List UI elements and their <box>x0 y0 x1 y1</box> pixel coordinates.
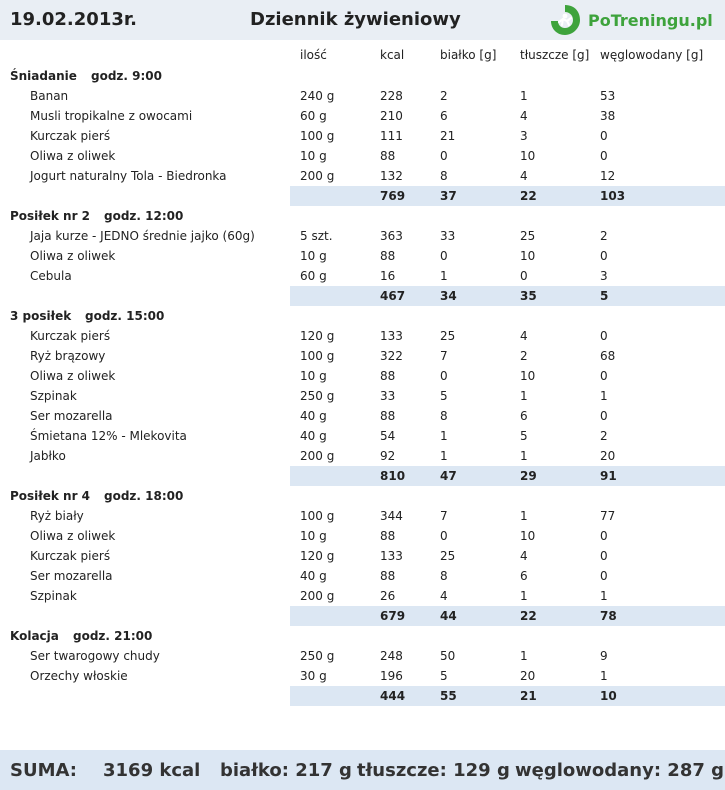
food-carbs: 0 <box>600 149 608 163</box>
meal-total-background <box>290 686 725 706</box>
food-kcal: 88 <box>380 529 396 543</box>
meal-total-row <box>0 186 725 206</box>
food-qty: 120 g <box>300 329 335 343</box>
summary-protein: białko: 217 g <box>220 760 352 781</box>
food-fat: 0 <box>520 269 528 283</box>
food-carbs: 77 <box>600 509 616 523</box>
food-row <box>0 586 725 606</box>
meal-time: godz. 18:00 <box>104 489 184 503</box>
meal-time: godz. 21:00 <box>73 629 153 643</box>
food-kcal: 132 <box>380 169 403 183</box>
food-row <box>0 546 725 566</box>
food-qty: 40 g <box>300 429 327 443</box>
food-kcal: 92 <box>380 449 396 463</box>
food-qty: 5 szt. <box>300 229 333 243</box>
food-fat: 10 <box>520 529 536 543</box>
food-kcal: 210 <box>380 109 403 123</box>
food-row <box>0 266 725 286</box>
food-name: Śmietana 12% - Mlekovita <box>30 429 187 443</box>
food-protein: 33 <box>440 229 456 243</box>
food-protein: 7 <box>440 509 448 523</box>
food-carbs: 1 <box>600 389 608 403</box>
food-row <box>0 326 725 346</box>
food-kcal: 54 <box>380 429 396 443</box>
food-qty: 60 g <box>300 269 327 283</box>
food-kcal: 88 <box>380 409 396 423</box>
food-carbs: 68 <box>600 349 616 363</box>
food-fat: 2 <box>520 349 528 363</box>
meal-header <box>0 306 725 326</box>
meal-total-fat: 29 <box>520 469 537 483</box>
food-row <box>0 86 725 106</box>
food-qty: 10 g <box>300 149 327 163</box>
meal-total-carbs: 5 <box>600 289 609 303</box>
food-row <box>0 346 725 366</box>
column-header-kcal: kcal <box>380 48 405 62</box>
food-qty: 100 g <box>300 509 335 523</box>
page-header <box>0 0 725 40</box>
food-row <box>0 506 725 526</box>
food-name: Jogurt naturalny Tola - Biedronka <box>30 169 227 183</box>
food-name: Oliwa z oliwek <box>30 249 116 263</box>
food-name: Ser twarogowy chudy <box>30 649 160 663</box>
food-row <box>0 106 725 126</box>
food-kcal: 322 <box>380 349 403 363</box>
column-header-qty: ilość <box>300 48 327 62</box>
food-name: Ryż brązowy <box>30 349 106 363</box>
meal-total-kcal: 467 <box>380 289 406 303</box>
runner-logo-icon <box>548 3 582 37</box>
food-qty: 120 g <box>300 549 335 563</box>
food-qty: 100 g <box>300 349 335 363</box>
food-protein: 50 <box>440 649 456 663</box>
food-qty: 200 g <box>300 449 335 463</box>
food-name: Jaja kurze - JEDNO średnie jajko (60g) <box>30 229 255 243</box>
food-carbs: 0 <box>600 129 608 143</box>
meal-total-kcal: 810 <box>380 469 406 483</box>
food-name: Oliwa z oliwek <box>30 369 116 383</box>
page-title: Dziennik żywieniowy <box>250 9 461 30</box>
food-qty: 40 g <box>300 569 327 583</box>
food-protein: 8 <box>440 569 448 583</box>
food-kcal: 228 <box>380 89 403 103</box>
food-fat: 1 <box>520 589 528 603</box>
summary-kcal: 3169 kcal <box>103 760 201 781</box>
food-fat: 1 <box>520 649 528 663</box>
food-name: Szpinak <box>30 589 77 603</box>
meal-total-background <box>290 606 725 626</box>
food-kcal: 363 <box>380 229 403 243</box>
food-qty: 40 g <box>300 409 327 423</box>
column-header-fat: tłuszcze [g] <box>520 48 590 62</box>
food-qty: 250 g <box>300 649 335 663</box>
food-kcal: 16 <box>380 269 396 283</box>
meal-name: Posiłek nr 2 <box>10 209 91 223</box>
meal-total-protein: 47 <box>440 469 457 483</box>
food-qty: 10 g <box>300 249 327 263</box>
food-protein: 25 <box>440 549 456 563</box>
food-fat: 25 <box>520 229 536 243</box>
meal-total-background <box>290 186 725 206</box>
food-fat: 5 <box>520 429 528 443</box>
food-fat: 1 <box>520 389 528 403</box>
food-carbs: 38 <box>600 109 616 123</box>
food-kcal: 88 <box>380 569 396 583</box>
meal-time: godz. 12:00 <box>104 209 184 223</box>
meal-total-row <box>0 466 725 486</box>
food-name: Banan <box>30 89 69 103</box>
food-fat: 3 <box>520 129 528 143</box>
food-qty: 10 g <box>300 529 327 543</box>
food-carbs: 0 <box>600 529 608 543</box>
food-name: Musli tropikalne z owocami <box>30 109 193 123</box>
meal-total-protein: 44 <box>440 609 457 623</box>
food-carbs: 1 <box>600 589 608 603</box>
food-fat: 1 <box>520 509 528 523</box>
food-fat: 4 <box>520 329 528 343</box>
food-qty: 100 g <box>300 129 335 143</box>
food-carbs: 3 <box>600 269 608 283</box>
meal-total-fat: 21 <box>520 689 537 703</box>
food-row <box>0 226 725 246</box>
food-qty: 10 g <box>300 369 327 383</box>
food-name: Kurczak pierś <box>30 129 111 143</box>
food-name: Oliwa z oliwek <box>30 149 116 163</box>
food-carbs: 2 <box>600 229 608 243</box>
meal-total-row <box>0 686 725 706</box>
brand-logo[interactable] <box>548 2 713 38</box>
food-kcal: 33 <box>380 389 396 403</box>
food-protein: 0 <box>440 249 448 263</box>
meal-name: Kolacja <box>10 629 59 643</box>
column-header-carbs: węglowodany [g] <box>600 48 704 62</box>
meal-total-row <box>0 606 725 626</box>
meal-header <box>0 626 725 646</box>
food-fat: 4 <box>520 549 528 563</box>
food-fat: 6 <box>520 409 528 423</box>
food-qty: 200 g <box>300 169 335 183</box>
food-row <box>0 526 725 546</box>
food-carbs: 0 <box>600 329 608 343</box>
column-header-protein: białko [g] <box>440 48 497 62</box>
food-protein: 0 <box>440 529 448 543</box>
food-carbs: 2 <box>600 429 608 443</box>
food-name: Ser mozarella <box>30 569 113 583</box>
food-protein: 1 <box>440 269 448 283</box>
food-protein: 1 <box>440 429 448 443</box>
food-row <box>0 166 725 186</box>
meal-total-kcal: 679 <box>380 609 406 623</box>
food-kcal: 88 <box>380 149 396 163</box>
food-carbs: 0 <box>600 569 608 583</box>
food-name: Jabłko <box>30 449 66 463</box>
food-protein: 5 <box>440 389 448 403</box>
meal-total-fat: 35 <box>520 289 537 303</box>
food-carbs: 0 <box>600 409 608 423</box>
meal-total-row <box>0 286 725 306</box>
meal-total-carbs: 78 <box>600 609 617 623</box>
food-kcal: 111 <box>380 129 403 143</box>
food-carbs: 9 <box>600 649 608 663</box>
daily-summary <box>0 750 725 790</box>
food-carbs: 0 <box>600 549 608 563</box>
food-fat: 1 <box>520 449 528 463</box>
food-protein: 8 <box>440 409 448 423</box>
food-carbs: 1 <box>600 669 608 683</box>
food-name: Ser mozarella <box>30 409 113 423</box>
meal-header <box>0 66 725 86</box>
meal-total-fat: 22 <box>520 609 537 623</box>
meal-total-kcal: 444 <box>380 689 406 703</box>
food-qty: 30 g <box>300 669 327 683</box>
food-fat: 10 <box>520 149 536 163</box>
food-protein: 1 <box>440 449 448 463</box>
food-name: Ryż biały <box>30 509 84 523</box>
food-row <box>0 386 725 406</box>
food-name: Oliwa z oliwek <box>30 529 116 543</box>
meal-total-fat: 22 <box>520 189 537 203</box>
food-name: Kurczak pierś <box>30 549 111 563</box>
food-carbs: 20 <box>600 449 616 463</box>
food-kcal: 133 <box>380 549 403 563</box>
meal-total-protein: 55 <box>440 689 457 703</box>
food-qty: 250 g <box>300 389 335 403</box>
meal-name: 3 posiłek <box>10 309 72 323</box>
food-protein: 0 <box>440 369 448 383</box>
food-row <box>0 366 725 386</box>
food-row <box>0 566 725 586</box>
meal-total-background <box>290 466 725 486</box>
food-kcal: 88 <box>380 249 396 263</box>
meal-header <box>0 206 725 226</box>
food-carbs: 0 <box>600 249 608 263</box>
food-carbs: 12 <box>600 169 616 183</box>
food-fat: 10 <box>520 249 536 263</box>
meal-header <box>0 486 725 506</box>
food-fat: 1 <box>520 89 528 103</box>
summary-carbs: węglowodany: 287 g <box>515 760 725 781</box>
summary-label: SUMA: <box>10 760 77 781</box>
food-fat: 4 <box>520 169 528 183</box>
food-protein: 5 <box>440 669 448 683</box>
meal-name: Posiłek nr 4 <box>10 489 91 503</box>
summary-fat: tłuszcze: 129 g <box>357 760 510 781</box>
meal-name: Śniadanie <box>10 69 77 83</box>
food-protein: 8 <box>440 169 448 183</box>
brand-logo-text: PoTreningu.pl <box>588 10 713 30</box>
food-protein: 0 <box>440 149 448 163</box>
meal-total-background <box>290 286 725 306</box>
food-fat: 10 <box>520 369 536 383</box>
food-kcal: 26 <box>380 589 396 603</box>
meal-total-protein: 37 <box>440 189 457 203</box>
food-protein: 21 <box>440 129 456 143</box>
food-row <box>0 666 725 686</box>
food-qty: 240 g <box>300 89 335 103</box>
food-name: Orzechy włoskie <box>30 669 128 683</box>
food-row <box>0 646 725 666</box>
food-carbs: 53 <box>600 89 616 103</box>
food-fat: 4 <box>520 109 528 123</box>
food-name: Szpinak <box>30 389 77 403</box>
food-kcal: 88 <box>380 369 396 383</box>
food-row <box>0 446 725 466</box>
meal-total-carbs: 103 <box>600 189 626 203</box>
food-fat: 6 <box>520 569 528 583</box>
meal-total-kcal: 769 <box>380 189 406 203</box>
food-kcal: 196 <box>380 669 403 683</box>
food-qty: 200 g <box>300 589 335 603</box>
food-qty: 60 g <box>300 109 327 123</box>
food-protein: 2 <box>440 89 448 103</box>
food-row <box>0 246 725 266</box>
column-headers <box>0 46 725 66</box>
food-name: Cebula <box>30 269 72 283</box>
meal-total-carbs: 10 <box>600 689 617 703</box>
food-kcal: 133 <box>380 329 403 343</box>
diary-date: 19.02.2013r. <box>10 9 138 30</box>
food-protein: 25 <box>440 329 456 343</box>
meal-time: godz. 9:00 <box>91 69 162 83</box>
food-kcal: 344 <box>380 509 403 523</box>
meal-time: godz. 15:00 <box>85 309 165 323</box>
food-protein: 4 <box>440 589 448 603</box>
meal-table <box>0 66 725 706</box>
food-row <box>0 126 725 146</box>
food-row <box>0 426 725 446</box>
food-protein: 7 <box>440 349 448 363</box>
food-protein: 6 <box>440 109 448 123</box>
food-row <box>0 146 725 166</box>
food-fat: 20 <box>520 669 536 683</box>
food-carbs: 0 <box>600 369 608 383</box>
food-row <box>0 406 725 426</box>
meal-total-protein: 34 <box>440 289 457 303</box>
meal-total-carbs: 91 <box>600 469 617 483</box>
food-kcal: 248 <box>380 649 403 663</box>
food-name: Kurczak pierś <box>30 329 111 343</box>
